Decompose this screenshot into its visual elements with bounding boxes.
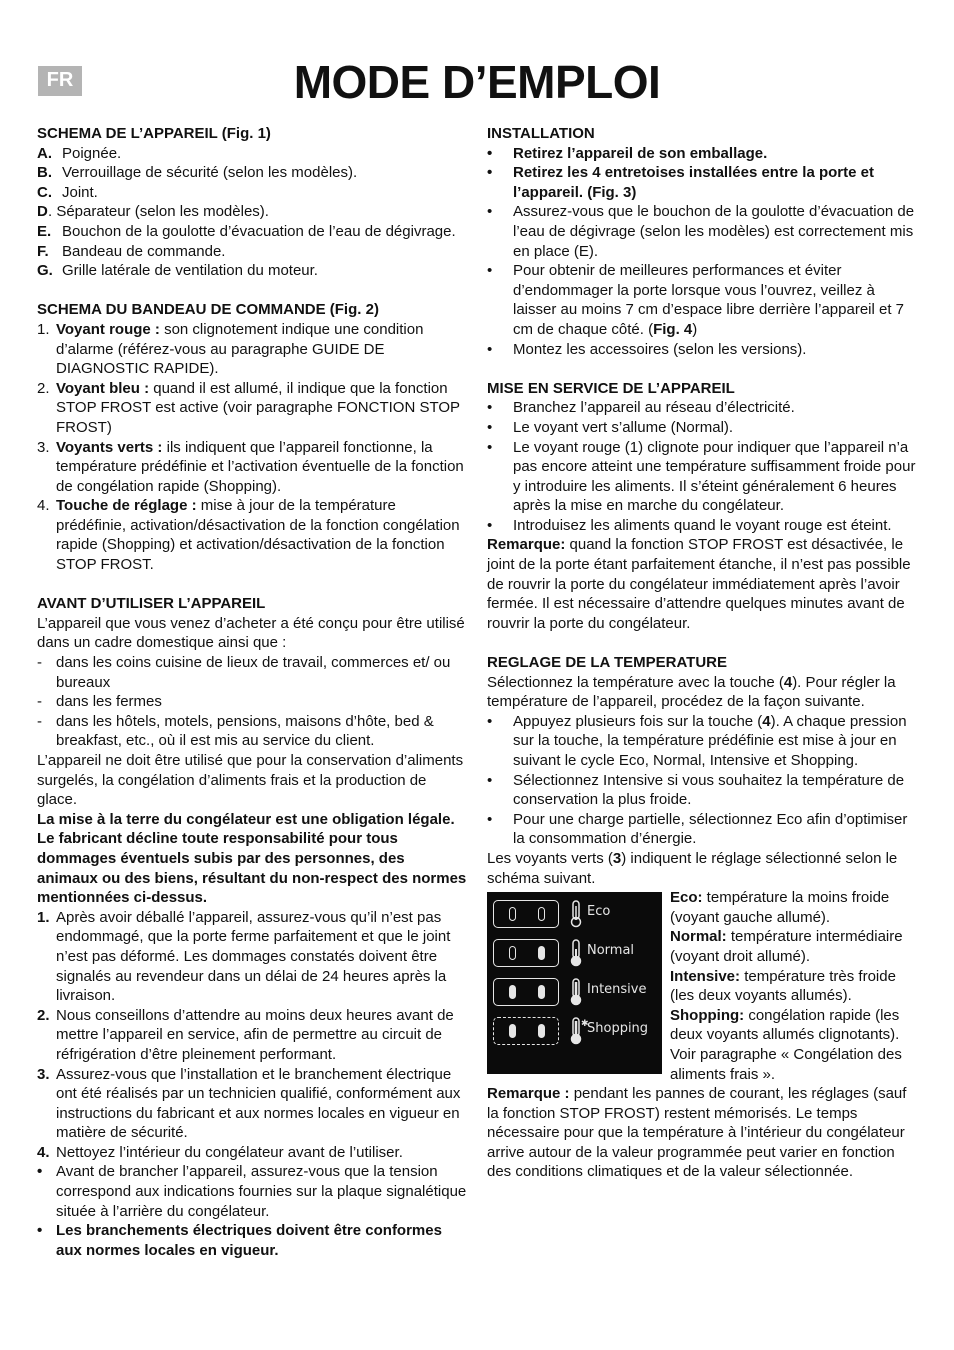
section-heading: MISE EN SERVICE DE L’APPAREIL [487, 379, 735, 397]
mode-item [670, 967, 917, 1006]
panel-row-intensive [493, 978, 656, 1008]
list-text [56, 438, 467, 497]
bullet-marker: • [37, 1163, 43, 1181]
dash-marker: - [37, 693, 42, 711]
panel-label-eco: Eco [587, 904, 611, 920]
bullet-marker: • [487, 340, 493, 358]
list-marker: 2. [37, 1006, 50, 1024]
list-item [37, 712, 467, 751]
key-ref: 4 [762, 712, 771, 730]
paragraph [487, 849, 917, 888]
led-ref: 3 [612, 849, 622, 867]
item-lead: Voyant rouge : [56, 320, 160, 338]
list-text: Le voyant vert s’allume (Normal). [513, 418, 734, 436]
list-item [37, 1162, 467, 1221]
language-badge: FR [38, 66, 82, 96]
list-item [487, 810, 917, 849]
paragraph [487, 673, 917, 712]
led-box [493, 939, 559, 967]
bullet-marker: • [487, 418, 493, 436]
list-item [487, 398, 917, 418]
svg-text:✱: ✱ [581, 1019, 589, 1030]
list-item [37, 496, 467, 574]
bullet-marker: • [487, 399, 493, 417]
list-text [513, 712, 917, 771]
led-right [538, 907, 545, 921]
text-run: Les voyants verts ( [487, 849, 613, 867]
page-title: MODE D’EMPLOI [293, 56, 661, 108]
list-item [487, 712, 917, 771]
list-marker: 2. [37, 379, 50, 397]
list-item [37, 438, 467, 497]
list-marker: C. [37, 183, 52, 201]
list-item [37, 183, 467, 203]
list-item [487, 202, 917, 261]
list-text: Retirez les 4 entretoises installées entre la porte et l’appareil. (Fig. 3) [513, 164, 874, 201]
item-body: ils indiquent que l’appareil fonctionne, la température prédéfinie et l’activation éventuelle de la fonction de congélation rapide (Shopping). [56, 438, 464, 495]
bullet-marker: • [487, 438, 493, 456]
list-text [56, 379, 467, 438]
list-text [513, 261, 917, 339]
section-heading: SCHEMA DE L’APPAREIL (Fig. 1) [37, 125, 271, 142]
list-text: Sélectionnez Intensive si vous souhaitez la température de conservation la plus froide. [513, 771, 905, 809]
list-text: Bandeau de commande. [62, 242, 226, 260]
bullet-marker: • [487, 771, 493, 789]
panel-label-shopping: Shopping [587, 1021, 649, 1037]
left-column [37, 124, 467, 1260]
list-item [37, 242, 467, 262]
list-text: Assurez-vous que l’installation et le branchement électrique ont été réalisés par un technicien qualifié, conformément aux instructions du fabricant et aux normes locales en vigueur en matière de sécurité. [56, 1065, 461, 1142]
list-text: Introduisez les aliments quand le voyant rouge est éteint. [513, 516, 892, 534]
led-left [509, 946, 516, 960]
list-marker: 3. [37, 438, 50, 456]
text-run: ) [692, 320, 698, 338]
led-box [493, 978, 559, 1006]
list-item [487, 418, 917, 438]
list-item [487, 261, 917, 339]
list-text: Retirez l’appareil de son emballage. [513, 144, 768, 162]
mode-text: température très froide (les deux voyants allumés). [670, 967, 896, 1005]
list-text: Les branchements électriques doivent être conformes aux normes locales en vigueur. [56, 1222, 442, 1259]
list-text: Bouchon de la goulotte d’évacuation de l’eau de dégivrage. [62, 222, 456, 240]
list-item [37, 1143, 467, 1163]
list-item [37, 653, 467, 692]
bandeau-list [37, 320, 467, 575]
panel-label-intensive: Intensive [587, 982, 647, 998]
list-item [37, 1065, 467, 1143]
list-marker: A. [37, 144, 52, 162]
text-run: ). Pour régler la température de l’appareil, procédez de la façon suivante. [487, 673, 896, 711]
list-text: Nous conseillons d’attendre au moins deux heures avant de mettre l’appareil en service, afin de permettre au circuit de réfrigération d’être pleinement performant. [56, 1006, 454, 1063]
list-item [37, 163, 467, 183]
section-heading: SCHEMA DU BANDEAU DE COMMANDE (Fig. 2) [37, 301, 379, 319]
led-box [493, 900, 559, 928]
list-text: Joint. [62, 183, 98, 201]
figure-ref: Fig. 4 [653, 320, 693, 338]
list-item [37, 1221, 467, 1260]
remark [487, 535, 917, 633]
list-marker: 1. [37, 320, 50, 338]
list-text: Avant de brancher l’appareil, assurez-vous que la tension correspond aux indications fournies sur la plaque signalétique située à l’arrière du congélateur. [56, 1163, 467, 1220]
text-run: Sélectionnez la température avec la touche ( [487, 673, 784, 691]
section-heading: INSTALLATION [487, 125, 595, 142]
settings-figure [487, 888, 917, 1084]
bullet-marker: • [487, 516, 493, 534]
led-left-blinking [509, 1024, 516, 1038]
item-body: mise à jour de la température prédéfinie, activation/désactivation de la fonction congélation rapide (Shopping) et activation/désactivation de la fonction STOP FROST. [56, 497, 460, 574]
control-panel-diagram [487, 892, 662, 1074]
list-text: dans les fermes [56, 693, 162, 711]
warning-paragraph: La mise à la terre du congélateur est une obligation légale. Le fabricant décline toute responsabilité pour tous dommages éventuels subis par des personnes, des animaux ou des biens, résultant du non-respect des normes mentionnées ci-dessus. [37, 810, 467, 907]
list-text [56, 496, 467, 574]
list-text: dans les hôtels, motels, pensions, maisons d’hôte, bed & breakfast, etc., où il est mis au service du client. [56, 712, 434, 750]
mode-item [670, 888, 917, 927]
list-marker: 1. [37, 908, 50, 926]
list-item [487, 516, 917, 536]
thermometer-snowflake-icon [569, 1017, 587, 1045]
section-heading: REGLAGE DE LA TEMPERATURE [487, 654, 728, 672]
mode-lead: Shopping: [670, 1006, 745, 1024]
panel-row-eco [493, 900, 656, 930]
list-text: Branchez l’appareil au réseau d’électricité. [513, 399, 795, 417]
mode-text: température la moins froide (voyant gauche allumé). [670, 889, 890, 926]
bullet-marker: • [487, 810, 493, 828]
list-text: Assurez-vous que le bouchon de la goulotte d’évacuation de l’eau de dégivrage (selon les modèles) est correctement mis en place (E). [513, 203, 915, 260]
list-text: Montez les accessoires (selon les versions). [513, 340, 807, 358]
led-right-blinking [538, 1024, 545, 1038]
list-text: Pour une charge partielle, sélectionnez Eco afin d’optimiser la consommation d’énergie. [513, 810, 908, 848]
text-run: Pour obtenir de meilleures performances et éviter d’endommager la porte lorsque vous l’ouvrez, veillez à laisser au moins 7 cm d’espace libre derrière l’appareil et 7 cm de chaque côté. ( [513, 262, 905, 338]
led-right [538, 946, 545, 960]
text-run: ). A chaque pression sur la touche, la température prédéfinie est mise à jour en suivant le cycle Eco, Normal, Intensive et Shopping. [513, 712, 907, 769]
section-heading: AVANT D’UTILISER L’APPAREIL [37, 595, 266, 613]
text-run: ) indiquent le réglage sélectionné selon le schéma suivant. [487, 849, 898, 887]
list-marker: E. [37, 222, 52, 240]
schema-list [37, 144, 467, 281]
list-text [56, 320, 467, 379]
list-text: dans les coins cuisine de lieux de travail, commerces et/ ou bureaux [56, 654, 451, 691]
modes-description [670, 888, 917, 1084]
list-item [487, 771, 917, 810]
bullet-marker: • [487, 144, 493, 162]
list-item [487, 144, 917, 164]
thermometer-icon [569, 900, 583, 928]
list-item [37, 1006, 467, 1065]
mode-item [670, 927, 917, 966]
list-text: . Séparateur (selon les modèles). [48, 203, 269, 221]
bullet-marker: • [37, 1222, 43, 1240]
key-ref: 4 [783, 673, 793, 691]
led-right [538, 985, 545, 999]
led-box [493, 1017, 559, 1045]
bullet-marker: • [487, 203, 493, 221]
list-item [37, 320, 467, 379]
list-item [37, 261, 467, 281]
mode-lead: Normal: [670, 928, 727, 946]
list-item [37, 202, 467, 222]
dash-marker: - [37, 654, 42, 672]
bullet-marker: • [487, 262, 493, 280]
thermometer-icon [569, 939, 583, 967]
remark-text: quand la fonction STOP FROST est désactivée, le joint de la porte étant parfaitement étanche, il n’est pas possible de rouvrir la porte du congélateur immédiatement après l’avoir fermée. Il est nécessaire d’attendre quelques minutes avant de rouvrir la porte du congélateur. [487, 536, 911, 632]
list-marker: F. [37, 242, 49, 260]
mode-text: température intermédiaire (voyant droit allumé). [670, 928, 903, 965]
remark-text: pendant les pannes de courant, les réglages (sauf la fonction STOP FROST) restent mémorisés. Le temps nécessaire pour que la température à l’intérieur du congélateur arrive autour de la valeur programmée peut varier en fonction des conditions climatiques et de la valeur sélectionnée. [487, 1085, 907, 1181]
dash-marker: - [37, 712, 42, 730]
list-item [37, 379, 467, 438]
led-left [509, 985, 516, 999]
list-marker: 4. [37, 1143, 50, 1161]
list-text: Verrouillage de sécurité (selon les modèles). [62, 164, 358, 182]
item-body: son clignotement indique une condition d’alarme (référez-vous au paragraphe GUIDE DE DIAGNOSTIC RAPIDE). [56, 320, 424, 378]
mode-lead: Eco: [670, 889, 703, 907]
list-marker: G. [37, 262, 53, 280]
list-item [487, 438, 917, 516]
bullet-marker: • [487, 164, 493, 182]
item-lead: Voyant bleu : [56, 379, 150, 397]
paragraph: L’appareil que vous venez d’acheter a été conçu pour être utilisé dans un cadre domestique ainsi que : [37, 614, 465, 652]
list-marker: D [37, 203, 48, 221]
panel-row-shopping [493, 1017, 656, 1047]
panel-row-normal [493, 939, 656, 969]
list-item [37, 144, 467, 164]
mode-item [670, 1006, 917, 1084]
item-lead: Voyants verts : [56, 438, 163, 456]
list-item [487, 163, 917, 202]
panel-label-normal: Normal [587, 943, 635, 959]
remark-lead: Remarque: [487, 536, 566, 554]
list-text: Le voyant rouge (1) clignote pour indiquer que l’appareil n’a pas encore atteint une température suffisamment froide pour y introduire les aliments. Il s’éteint généralement 6 heures après la mise en marche du congélateur. [513, 438, 916, 515]
remark-lead: Remarque : [487, 1085, 570, 1103]
paragraph: L’appareil ne doit être utilisé que pour la conservation d’aliments surgelés, la congélation d’aliments frais et la production de glace. [37, 752, 464, 809]
list-text: Nettoyez l’intérieur du congélateur avant de l’utiliser. [56, 1143, 403, 1161]
list-marker: 4. [37, 497, 50, 515]
list-item [37, 908, 467, 1006]
thermometer-icon [569, 978, 583, 1006]
bullet-marker: • [487, 712, 493, 730]
item-lead: Touche de réglage : [56, 497, 197, 515]
mode-text: congélation rapide (les deux voyants allumés clignotants). Voir paragraphe « Congélation des aliments frais ». [670, 1006, 902, 1083]
list-marker: B. [37, 164, 52, 182]
right-column [487, 124, 917, 1182]
list-text: Poignée. [62, 144, 122, 162]
text-run: Appuyez plusieurs fois sur la touche ( [513, 712, 763, 730]
list-item [487, 340, 917, 360]
list-text: Après avoir déballé l’appareil, assurez-vous qu’il n’est pas endommagé, que la porte ferme parfaitement et que le joint n’est pas déformé. Les dommages constatés doivent être signalés au revendeur dans un délai de 24 heures après la livraison. [56, 908, 451, 1005]
list-item [37, 692, 467, 712]
remark [487, 1084, 917, 1182]
led-left [509, 907, 516, 921]
item-body: quand il est allumé, il indique que la fonction STOP FROST est active (voir paragraphe FONCTION STOP FROST) [56, 379, 460, 436]
mode-lead: Intensive: [670, 967, 741, 985]
list-item [37, 222, 467, 242]
list-text: Grille latérale de ventilation du moteur. [62, 262, 318, 280]
list-marker: 3. [37, 1065, 50, 1083]
